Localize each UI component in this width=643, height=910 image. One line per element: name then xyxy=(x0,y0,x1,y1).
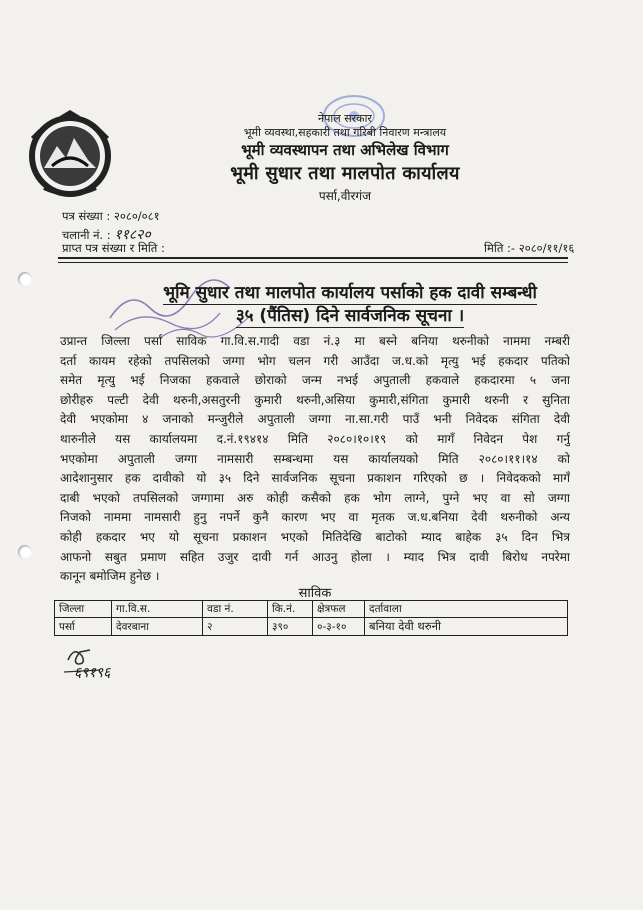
table-cell: पर्सा xyxy=(55,618,112,636)
notice-line: समेत मृत्यु भई निजका हकवाले छोराको जन्म नभई अपुताली हकवाले हकदारमा ५ जना xyxy=(60,373,570,388)
table-cell: २ xyxy=(203,618,268,636)
dispatch-number-value: ११८२० xyxy=(114,227,151,243)
notice-line: उप्रान्त जिल्ला पर्सा साविक गा.वि.स.गादी वडा नं.३ मा बस्ने बनिया थरुनीको नाममा नम्बरी xyxy=(60,334,570,348)
table-cell: ३९० xyxy=(268,618,313,636)
table-header-row xyxy=(55,601,568,618)
notice-subtitle xyxy=(60,303,640,326)
notice-line: थारुनीले यस कार्यालयमा द.नं.१९४१४ मिति २०८०।१०।१९ को मागँ निवेदन पेश गर्नु xyxy=(60,431,570,446)
letter-number-label: पत्र संख्या : xyxy=(62,209,111,223)
dispatch-number-label: चलानी नं. : xyxy=(62,228,111,242)
table-header-cell: क्षेत्रफल xyxy=(313,601,365,618)
received-letter-row xyxy=(62,241,165,256)
notice-title-line1: भूमि सुधार तथा मालपोत कार्यालय पर्साको हक दावी सम्बन्धी xyxy=(163,283,537,303)
letter-number-value: २०८०/०८१ xyxy=(113,209,160,223)
date-label: मिति :- xyxy=(484,241,516,255)
notice-title xyxy=(60,280,640,303)
table-header-cell: गा.वि.स. xyxy=(112,601,203,618)
country-name: नेपाल सरकार xyxy=(318,112,372,125)
signature-number: ६९१९६ xyxy=(74,665,111,681)
notice-line: आफनो सबुत प्रमाण सहित उजुर दावी गर्न आउनु होला । म्याद भित्र दावी बिरोध नपरेमा xyxy=(60,549,570,564)
punch-hole-top xyxy=(18,272,32,286)
date-row xyxy=(484,241,574,256)
table-header-cell: कि.नं. xyxy=(268,601,313,618)
notice-line: देवी भएकोमा ४ जनाको मन्जुरीले अपुताली जग्गा ना.सा.गरी पाउँ भनी निवेदक संगिता देवी xyxy=(60,412,570,427)
department-name: भूमी व्यवस्थापन तथा अभिलेख विभाग xyxy=(241,141,449,159)
table-header-cell: वडा नं. xyxy=(203,601,268,618)
nepal-emblem-icon xyxy=(22,108,118,198)
table-row xyxy=(55,618,568,636)
office-name: भूमी सुधार तथा मालपोत कार्यालय xyxy=(230,163,460,184)
notice-line: निजको नाममा नामसारी हुनु नपर्ने कुनै कारण भए वा मृतक ज.ध.बनिया देवी थरुनीको अन्य xyxy=(60,510,570,525)
table-header-cell: जिल्ला xyxy=(55,601,112,618)
ministry-name: भूमी व्यवस्था,सहकारी तथा गरिबी निवारण मन्त्रालय xyxy=(243,126,447,139)
letter-number-row xyxy=(62,209,160,224)
table-cell: देवरबाना xyxy=(112,618,203,636)
header-divider xyxy=(58,257,568,259)
notice-line: दर्ता कायम रहेको तपसिलको जग्गा भोग चलन गरी आउँदा ज.ध.को मृत्यु भई हकदार पतिको xyxy=(60,353,570,368)
notice-line: छोरीहरु पल्टी देवी थरुनी,असतुरनी कुमारी थरुनी,असिया कुमारी,संगिता कुमारी थरुनी र सुनिता xyxy=(60,392,570,407)
header-divider-thin xyxy=(58,262,568,263)
notice-line: भएकोमा अपुताली जग्गा नामसारी सम्बन्धमा यस कार्यालयको मिति २०८०।११।१४ को xyxy=(60,451,570,466)
notice-line: कोही हकदार भए यो सूचना प्रकाशन भएको मितिदेखि बाटोको म्याद बाहेक ३५ दिन भित्र xyxy=(60,529,570,544)
received-letter-label: प्राप्त पत्र संख्या र मिति : xyxy=(62,241,165,255)
notice-body xyxy=(60,332,570,587)
notice-line: दाबी भएको तपसिलको जग्गामा अरु कोही कसैको हक भोग लाग्ने, पुग्ने भए वा सो जग्गा xyxy=(60,490,570,505)
table-cell: ०-३-१० xyxy=(313,618,365,636)
table-cell: बनिया देवी थरुनी xyxy=(365,618,568,636)
notice-line: आदेशानुसार हक दावीको यो ३५ दिने सार्वजनिक सूचना प्रकाशन गरिएको छ । निवेदकको मागँ xyxy=(60,471,570,486)
date-value: २०८०/११/१६ xyxy=(518,241,575,255)
table-caption: साविक xyxy=(298,586,332,601)
punch-hole-bottom xyxy=(18,545,32,559)
land-details-table xyxy=(54,600,568,636)
office-location: पर्सा,वीरगंज xyxy=(318,189,372,203)
notice-line: कानून बमोजिम हुनेछ । xyxy=(60,569,160,584)
notice-title-line2: ३५ (पैंतिस) दिने सार्वजनिक सूचना । xyxy=(235,306,465,326)
table-header-cell: दर्तावाला xyxy=(365,601,568,618)
